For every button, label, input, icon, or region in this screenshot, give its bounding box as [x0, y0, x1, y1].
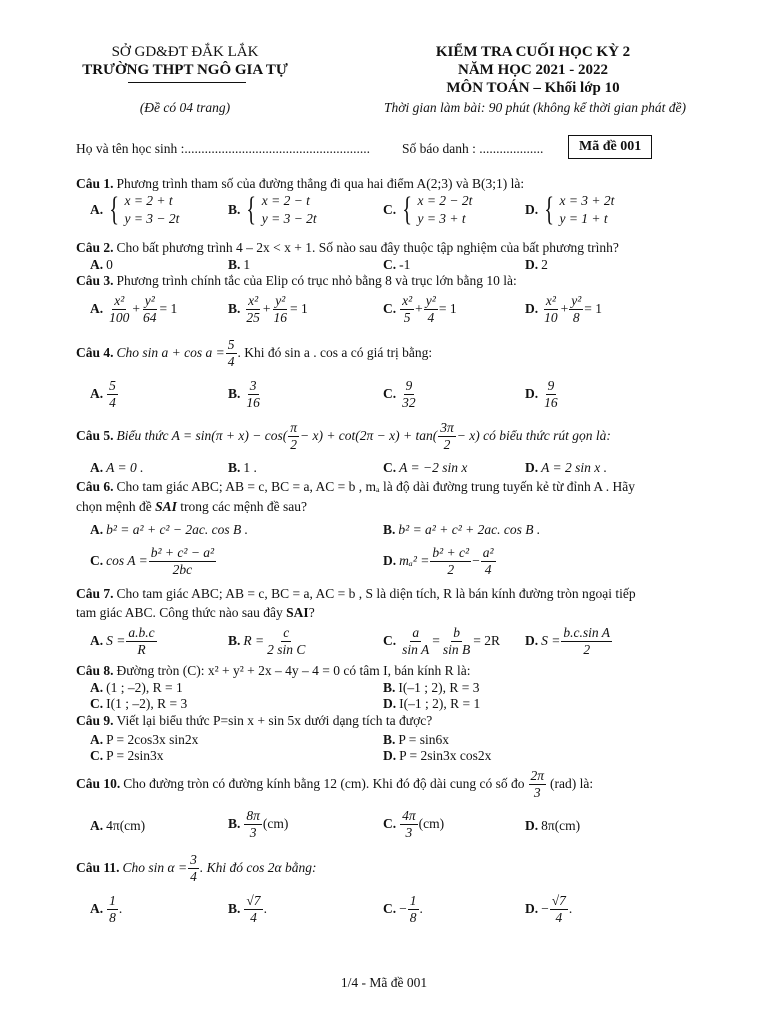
question-4: Câu 4. Cho sin a + cos a = $\frac{5}{4}$ . Khi đó sin a . cos a có giá trị bằng: — [76, 337, 433, 369]
q11-option-b[interactable]: B. $\frac{√7}{4}$ . — [228, 893, 267, 925]
q2-option-a[interactable]: A. 0 — [90, 257, 113, 272]
question-3: Câu 3. Phương trình chính tắc của Elip có trục nhỏ bằng 8 và trục lớn bằng 10 là: — [76, 273, 517, 288]
question-7-line2: tam giác ABC. Công thức nào sau đây SAI? — [76, 605, 315, 620]
q7-option-c[interactable]: C. $\frac{a}{\text{sin A}}$ = $\frac{b}{\text{sin B}}$ = 2R — [383, 625, 501, 657]
q5-option-c[interactable]: C. A = −2 sin x — [383, 460, 468, 475]
q5-option-d[interactable]: D. A = 2 sin x . — [525, 460, 607, 475]
q6-option-a[interactable]: A. b² = a² + c² − 2ac. cos B . — [90, 522, 248, 537]
question-1: Câu 1. Phương trình tham số của đường thẳng đi qua hai điểm A(2;3) và B(3;1) là: — [76, 176, 525, 191]
page-count-note: (Đề có 04 trang) — [139, 100, 231, 115]
q1-option-a[interactable]: A. { x = 2 + t y = 3 − 2t — [90, 190, 180, 228]
q11-option-d[interactable]: D. − $\frac{√7}{4}$ . — [525, 893, 573, 925]
q9-option-b[interactable]: B. P = sin6x — [383, 732, 450, 747]
question-7: Câu 7. Cho tam giác ABC; AB = c, BC = a, AC = b , S là diện tích, R là bán kính đường tròn ngoại tiếp — [76, 586, 636, 601]
question-5: Câu 5. Biểu thức A = sin(π + x) − cos( $\frac{\pi}{2}$ − x) + cot(2π − x) + tan( $\frac{3\pi}{2}$ − x) có biểu thức rút gọn là: — [76, 420, 611, 452]
q7-option-b[interactable]: B. R = $\frac{c}{\text{2 sin C}}$ — [228, 625, 306, 657]
department-name: SỞ GD&ĐT ĐẮK LẮK — [111, 44, 259, 60]
q3-option-c[interactable]: C. $\frac{\text{x²}}{5}$ + $\frac{\text{y²}}{4}$ = 1 — [383, 293, 457, 325]
question-10: Câu 10. Cho đường tròn có đường kính bằng 12 (cm). Khi đó độ dài cung có số đo $\frac{2\pi}{3}$ (rad) là: — [76, 768, 594, 800]
exam-title: KIỂM TRA CUỐI HỌC KỲ 2 — [435, 44, 631, 60]
q9-option-d[interactable]: D. P = 2sin3x cos2x — [383, 748, 492, 763]
school-year: NĂM HỌC 2021 - 2022 — [458, 62, 608, 78]
q1-option-b[interactable]: B. { x = 2 − t y = 3 − 2t — [228, 190, 317, 228]
exam-code-box: Mã đề 001 — [568, 135, 652, 159]
q8-option-b[interactable]: B. I(–1 ; 2), R = 3 — [383, 680, 480, 695]
q2-option-b[interactable]: B. 1 — [228, 257, 251, 272]
q4-option-d[interactable]: D. $\frac{9}{16}$ — [525, 378, 558, 410]
q2-option-d[interactable]: D. 2 — [525, 257, 548, 272]
q1-option-c[interactable]: C. { x = 2 − 2t y = 3 + t — [383, 190, 473, 228]
q10-option-b[interactable]: B. $\frac{8\pi}{3}$ (cm) — [228, 808, 289, 840]
q8-option-c[interactable]: C. I(1 ; –2), R = 3 — [90, 696, 188, 711]
student-name-field[interactable]: Họ và tên học sinh :....................................................... — [76, 141, 370, 156]
q5-option-a[interactable]: A. A = 0 . — [90, 460, 144, 475]
question-9: Câu 9. Viết lại biểu thức P=sin x + sin 5x dưới dạng tích ta được? — [76, 713, 433, 728]
q9-option-c[interactable]: C. P = 2sin3x — [90, 748, 164, 763]
q2-option-c[interactable]: C. -1 — [383, 257, 411, 272]
question-2: Câu 2. Cho bất phương trình 4 – 2x < x + 1. Số nào sau đây thuộc tập nghiệm của bất phương trình? — [76, 240, 619, 255]
school-underline — [128, 82, 246, 83]
q4-option-b[interactable]: B. $\frac{3}{16}$ — [228, 378, 260, 410]
q6-option-d[interactable]: D. mₐ² = $\frac{\text{b² + c²}}{2}$ − $\frac{\text{a²}}{4}$ — [383, 545, 494, 577]
question-6: Câu 6. Cho tam giác ABC; AB = c, BC = a, AC = b , mₐ là độ dài đường trung tuyến kẻ từ đỉnh A . Hãy — [76, 479, 636, 494]
q10-option-a[interactable]: A. 4π(cm) — [90, 818, 146, 833]
q8-option-a[interactable]: A. (1 ; –2), R = 1 — [90, 680, 183, 695]
q9-option-a[interactable]: A. P = 2cos3x sin2x — [90, 732, 199, 747]
q10-option-c[interactable]: C. $\frac{4\pi}{3}$ (cm) — [383, 808, 445, 840]
q6-option-b[interactable]: B. b² = a² + c² + 2ac. cos B . — [383, 522, 541, 537]
time-note: Thời gian làm bài: 90 phút (không kể thời gian phát đề) — [383, 100, 686, 115]
q7-option-d[interactable]: D. S = $\frac{\text{b.c.sin A}}{2}$ — [525, 625, 610, 657]
q7-option-a[interactable]: A. S = $\frac{a.b.c}{R}$ — [90, 625, 155, 657]
question-11: Câu 11. Cho sin α = $\frac{3}{4}$ . Khi đó cos 2α bằng: — [76, 852, 317, 884]
student-id-field[interactable]: Số báo danh : ................... — [402, 141, 544, 156]
q3-option-b[interactable]: B. $\frac{\text{x²}}{25}$ + $\frac{\text{y²}}{16}$ = 1 — [228, 293, 308, 325]
school-name: TRƯỜNG THPT NGÔ GIA TỰ — [82, 62, 288, 78]
question-6-line2: chọn mệnh đề SAI trong các mệnh đề sau? — [76, 499, 307, 514]
question-8: Câu 8. Đường tròn (C): x² + y² + 2x – 4y – 4 = 0 có tâm I, bán kính R là: — [76, 663, 471, 678]
q3-option-d[interactable]: D. $\frac{\text{x²}}{10}$ + $\frac{\text{y²}}{8}$ = 1 — [525, 293, 603, 325]
q10-option-d[interactable]: D. 8π(cm) — [525, 818, 581, 833]
q11-option-c[interactable]: C. − $\frac{1}{8}$ . — [383, 893, 423, 925]
q6-option-c[interactable]: C. cos A = $\frac{\text{b² + c² − a²}}{2bc}$ — [90, 545, 215, 577]
page-footer: 1/4 - Mã đề 001 — [340, 975, 428, 990]
q4-option-a[interactable]: A. $\frac{5}{4}$ — [90, 378, 116, 410]
q8-option-d[interactable]: D. I(–1 ; 2), R = 1 — [383, 696, 481, 711]
subject: MÔN TOÁN – Khối lớp 10 — [446, 80, 620, 96]
q5-option-b[interactable]: B. 1 . — [228, 460, 257, 475]
q4-option-c[interactable]: C. $\frac{9}{32}$ — [383, 378, 416, 410]
q3-option-a[interactable]: A. $\frac{\text{x²}}{100}$ + $\frac{\text{y²}}{64}$ = 1 — [90, 293, 178, 325]
q11-option-a[interactable]: A. $\frac{1}{8}$ . — [90, 893, 123, 925]
q1-option-d[interactable]: D. { x = 3 + 2t y = 1 + t — [525, 190, 615, 228]
